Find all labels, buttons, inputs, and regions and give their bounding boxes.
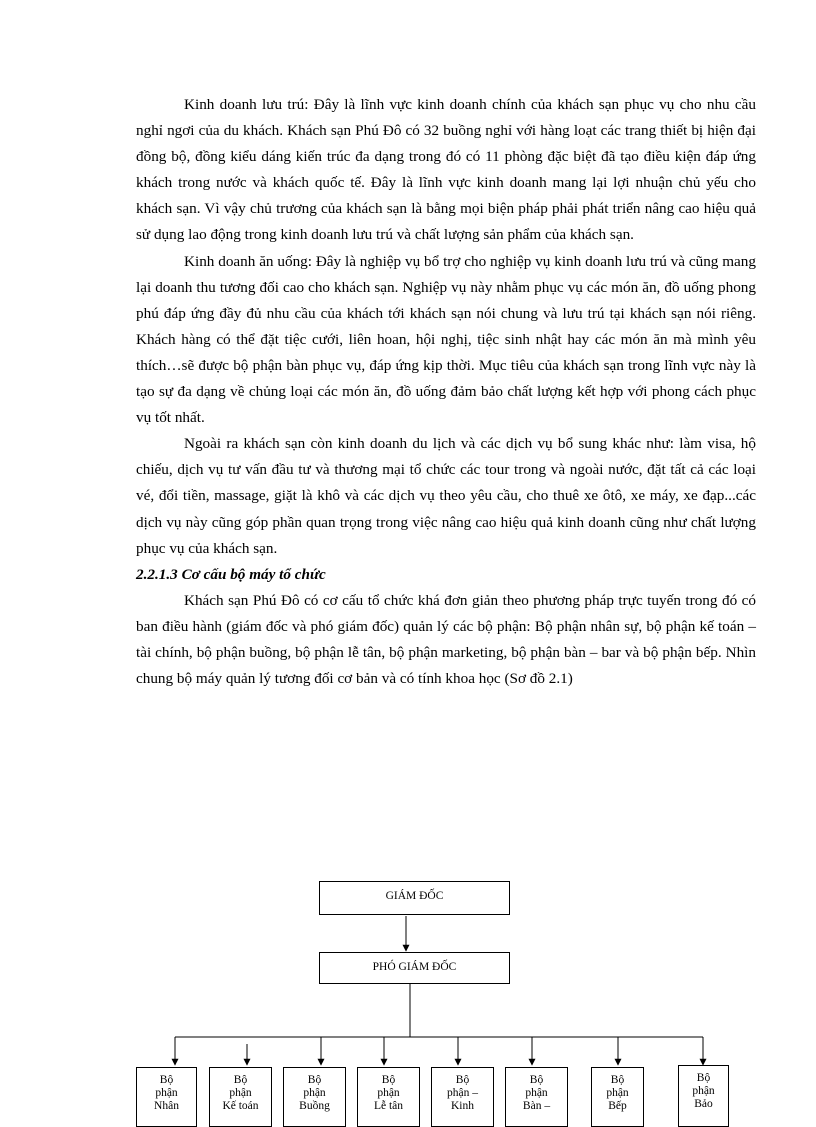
- dept-box-line: Nhân: [154, 1100, 179, 1112]
- dept-box-line: Bộ: [696, 1072, 711, 1084]
- dept-box-accounting: [209, 1067, 272, 1127]
- dept-box-line: Kinh: [451, 1100, 474, 1112]
- paragraph-org-structure: Khách sạn Phú Đô có cơ cấu tổ chức khá đơn giản theo phương pháp trực tuyến trong đó có ban điều hành (giám đốc và phó giám đốc) quản lý các bộ phận: Bộ phận nhân sự, bộ phận kế toán – tài chính, bộ phận buồng, bộ phận lễ tân, bộ phận marketing, bộ phận bàn – bar và bộ phận bếp. Nhìn chung bộ máy quản lý tương đối cơ bản và có tính khoa học (Sơ đồ 2.1): [136, 591, 756, 688]
- dept-box-line: phận: [229, 1087, 252, 1099]
- dept-box-line: Bếp: [608, 1100, 627, 1112]
- dept-box-line: phận: [377, 1087, 400, 1099]
- paragraph-other-services: Ngoài ra khách sạn còn kinh doanh du lịch và các dịch vụ bổ sung khác như: làm visa, hộ chiếu, dịch vụ tư vấn đầu tư và thương mại tổ chức các tour trong và ngoài nước, đặt tất cả các loại vé, đổi tiền, massage, giặt là khô và các dịch vụ theo yêu cầu, cho thuê xe ôtô, xe máy, xe đạp...các dịch vụ này cũng góp phần quan trọng trong việc nâng cao hiệu quả kinh doanh cũng như chất lượng phục vụ của khách sạn.: [136, 435, 756, 557]
- director-box: GIÁM ĐỐC: [319, 881, 510, 915]
- dept-box-business: [431, 1067, 494, 1127]
- dept-box-line: phận: [155, 1087, 178, 1099]
- paragraph-food-beverage: Kinh doanh ăn uống: Đây là nghiệp vụ bổ trợ cho nghiệp vụ kinh doanh lưu trú và cũng mang lại doanh thu tương đối cao cho khách sạn. Nghiệp vụ này nhằm phục vụ các món ăn, đồ uống phong phú đáp ứng đầy đủ nhu cầu của khách tới khách sạn nói chung và lưu trú tại khách sạn nói riêng. Khách hàng có thể đặt tiệc cưới, liên hoan, hội nghị, tiệc sinh nhật hay các món ăn mà mình yêu thích…sẽ được bộ phận bàn phục vụ, đáp ứng kịp thời. Mục tiêu của khách sạn trong lĩnh vực này là tạo sự đa dạng về chủng loại các món ăn, đồ uống đảm bảo chất lượng kết hợp với phong cách phục vụ tốt nhất.: [136, 252, 756, 427]
- dept-box-line: Bộ: [455, 1074, 470, 1086]
- dept-box-line: phận –: [447, 1087, 478, 1099]
- dept-box-line: Lễ tân: [373, 1100, 404, 1112]
- dept-box-line: Bộ: [233, 1074, 248, 1086]
- deputy-director-box: PHÓ GIÁM ĐỐC: [319, 952, 510, 984]
- dept-box-line: phận: [525, 1087, 548, 1099]
- dept-box-line: Bàn –: [522, 1100, 551, 1112]
- dept-box-line: Bộ: [610, 1074, 625, 1086]
- paragraph-accommodation: Kinh doanh lưu trú: Đây là lĩnh vực kinh doanh chính của khách sạn phục vụ cho nhu cầu nghỉ ngơi của du khách. Khách sạn Phú Đô có 32 buồng nghỉ với hàng loạt các trang thiết bị hiện đại đồng bộ, đồng kiểu dáng kiến trúc đa dạng trong đó có 11 phòng đặc biệt đã tạo điều kiện đáp ứng khách trong nước và khách quốc tế. Đây là lĩnh vực kinh doanh mang lại lợi nhuận chủ yếu cho khách sạn. Vì vậy chủ trương của khách sạn là bằng mọi biện pháp phải phát triển nâng cao hiệu quả sử dụng lao động trong kinh doanh lưu trú và chất lượng sản phẩm của khách sạn.: [136, 96, 756, 244]
- dept-box-line: Bộ: [381, 1074, 396, 1086]
- section-heading: 2.2.1.3 Cơ cấu bộ máy tổ chức: [136, 565, 326, 583]
- dept-box-housekeeping: [283, 1067, 346, 1127]
- dept-box-line: Bảo: [694, 1098, 713, 1110]
- dept-box-line: Kế toán: [222, 1100, 259, 1112]
- dept-box-hr: [136, 1067, 197, 1127]
- dept-box-security: [678, 1065, 729, 1127]
- dept-box-line: Bộ: [159, 1074, 174, 1086]
- dept-box-bar: [505, 1067, 568, 1127]
- dept-box-line: Bộ: [307, 1074, 322, 1086]
- dept-box-line: Bộ: [529, 1074, 544, 1086]
- dept-box-line: phận: [692, 1085, 715, 1097]
- dept-box-line: phận: [303, 1087, 326, 1099]
- dept-box-line: Buồng: [299, 1100, 330, 1112]
- dept-box-line: phận: [606, 1087, 629, 1099]
- dept-box-reception: [357, 1067, 420, 1127]
- dept-box-kitchen: [591, 1067, 644, 1127]
